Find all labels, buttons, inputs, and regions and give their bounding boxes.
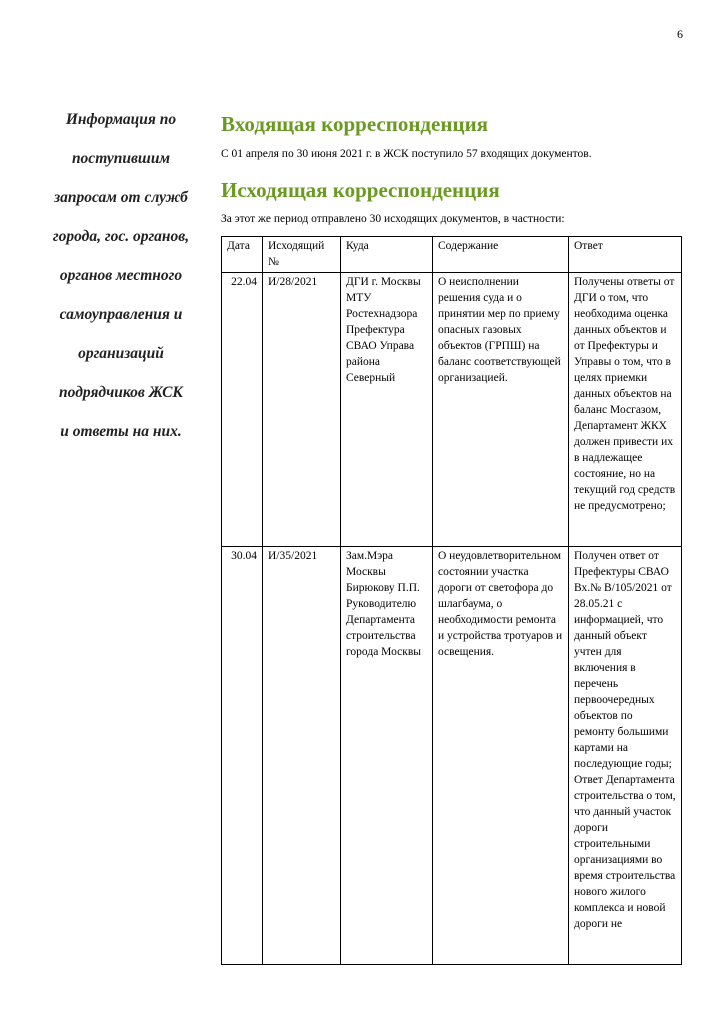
header-content: Содержание: [433, 237, 569, 273]
table-row: [222, 273, 682, 547]
sidebar-line: подрядчиков ЖСК: [59, 384, 183, 401]
cell-date: 30.04: [222, 547, 263, 965]
sidebar-line: органов местного: [59, 267, 183, 284]
sidebar-line: и ответы на них.: [60, 423, 182, 440]
cell-content: О неисполнении решения суда и о принятии мер по приему опасных газовых объектов (ГРПШ) на баланс соответствующей организацией.: [433, 273, 569, 547]
sidebar-line: запросам от служб: [54, 189, 188, 206]
outgoing-table: [221, 236, 682, 965]
outgoing-heading: Исходящая корреспонденция: [221, 178, 500, 202]
page-number: 6: [677, 27, 683, 41]
sidebar-line: поступившим: [71, 150, 171, 167]
cell-answer: Получены ответы от ДГИ о том, что необходима оценка данных объектов и от Префектуры и Управы о том, что в целях приемки данных объектов на баланс Мосгазом, Департамент ЖКХ должен привести их в надлежащее состояние, но на текущий год средств не предусмотрено;: [569, 273, 682, 547]
header-number: Исходящий №: [263, 237, 341, 273]
header-to: Куда: [341, 237, 433, 273]
table-header-row: [222, 237, 682, 273]
sidebar-caption: [38, 100, 204, 451]
incoming-heading: Входящая корреспонденция: [221, 112, 489, 136]
outgoing-summary: За этот же период отправлено 30 исходящих документов, в частности:: [221, 213, 565, 225]
cell-number: И/35/2021: [263, 547, 341, 965]
header-answer: Ответ: [569, 237, 682, 273]
sidebar-line: города, гос. органов,: [52, 228, 190, 245]
cell-answer: Получен ответ от Префектуры СВАО Вх.№ В/105/2021 от 28.05.21 с информацией, что данный объект учтен для включения в перечень первоочередных объектов по ремонту большими картами на последующие годы; Ответ Департамента строительства о том, что данный участок дороги строительными организациями во время строительства нового жилого комплекса и новой дороги не: [569, 547, 682, 965]
cell-date: 22.04: [222, 273, 263, 547]
cell-to: Зам.Мэра Москвы Бирюкову П.П. Руководителю Департамента строительства города Москвы: [341, 547, 433, 965]
sidebar-line: Информация по: [65, 111, 177, 128]
header-date: Дата: [222, 237, 263, 273]
cell-number: И/28/2021: [263, 273, 341, 547]
cell-to: ДГИ г. Москвы МТУ Ростехнадзора Префектура СВАО Управа района Северный: [341, 273, 433, 547]
sidebar-line: организаций: [78, 345, 164, 362]
cell-content: О неудовлетворительном состоянии участка дороги от светофора до шлагбаума, о необходимости ремонта и устройства тротуаров и освещения.: [433, 547, 569, 965]
table-row: [222, 547, 682, 965]
incoming-summary: С 01 апреля по 30 июня 2021 г. в ЖСК поступило 57 входящих документов.: [221, 148, 592, 160]
sidebar-line: самоуправления и: [59, 306, 183, 323]
